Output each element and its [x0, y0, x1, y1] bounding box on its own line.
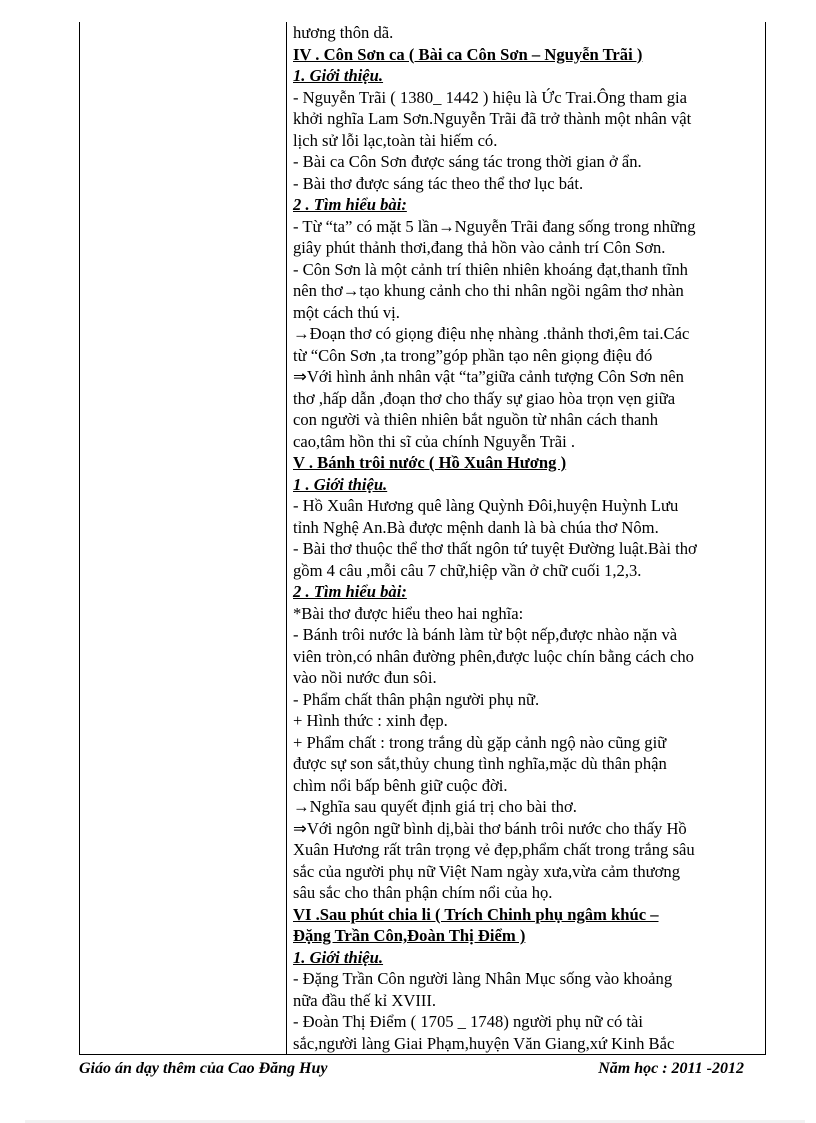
subsection-heading: 2 . Tìm hiểu bài: [293, 195, 407, 214]
lesson-content-column [293, 22, 763, 1054]
text-line: ⇒Với hình ảnh nhân vật “ta”giữa cảnh tượng Côn Sơn nên [293, 367, 684, 386]
text-line: cao,tâm hồn thi sĩ của chính Nguyễn Trãi . [293, 431, 576, 451]
section-heading: VI .Sau phút chia li ( Trích Chinh phụ ngâm khúc – [293, 904, 659, 924]
text-line: khởi nghĩa Lam Sơn.Nguyễn Trãi đã trở thành một nhân vật [293, 109, 692, 128]
section-heading: Đặng Trần Côn,Đoàn Thị Điểm ) [293, 926, 526, 945]
lesson-table [79, 22, 766, 1055]
text-line: nữa đầu thế kỉ XVIII. [293, 990, 437, 1010]
text-line: →Đoạn thơ có giọng điệu nhẹ nhàng .thảnh thơi,êm tai.Các [293, 324, 690, 343]
subsection-heading: 2 . Tìm hiểu bài: [293, 582, 407, 601]
text-line: - Bài thơ thuộc thể thơ thất ngôn tứ tuyệt Đường luật.Bài thơ [293, 539, 697, 558]
text-line: - Bài ca Côn Sơn được sáng tác trong thời gian ở ẩn. [293, 152, 642, 171]
subsection-heading: 1. Giới thiệu. [293, 947, 384, 967]
text-line: →Nghĩa sau quyết định giá trị cho bài thơ. [293, 797, 577, 816]
text-line: sắc,người làng Giai Phạm,huyện Văn Giang,xứ Kinh Bắc [293, 1033, 675, 1053]
text-line: Xuân Hương rất trân trọng vẻ đẹp,phẩm chất trong trắng sâu [293, 840, 695, 859]
text-line: chìm nổi bấp bênh giữ cuộc đời. [293, 775, 508, 795]
text-line: sắc của người phụ nữ Việt Nam ngày xưa,vừa cảm thương [293, 861, 681, 881]
text-line: một cách thú vị. [293, 302, 400, 322]
footer-school-year: Năm học : 2011 -2012 [598, 1060, 744, 1077]
text-line: nên thơ→tạo khung cảnh cho thi nhân ngồi ngâm thơ nhàn [293, 281, 684, 300]
text-line: hương thôn dã. [293, 23, 394, 42]
section-heading: IV . Côn Sơn ca ( Bài ca Côn Sơn – Nguyễn Trãi ) [293, 44, 643, 64]
column-divider [286, 22, 287, 1054]
text-line: - Hồ Xuân Hương quê làng Quỳnh Đôi,huyện Huỳnh Lưu [293, 496, 679, 515]
text-line: tỉnh Nghệ An.Bà được mệnh danh là bà chúa thơ Nôm. [293, 517, 659, 537]
text-line: - Nguyễn Trãi ( 1380_ 1442 ) hiệu là Ức Trai.Ông tham gia [293, 87, 688, 107]
text-line: từ “Côn Sơn ,ta trong”góp phần tạo nên giọng điệu đó [293, 345, 653, 365]
text-line: gồm 4 câu ,mỗi câu 7 chữ,hiệp vần ở chữ cuối 1,2,3. [293, 560, 642, 580]
text-line: ⇒Với ngôn ngữ bình dị,bài thơ bánh trôi nước cho thấy Hồ [293, 818, 687, 838]
text-line: con người và thiên nhiên bắt nguồn từ nhân cách thanh [293, 410, 658, 429]
subsection-heading: 1. Giới thiệu. [293, 66, 384, 85]
text-line: - Bài thơ được sáng tác theo thể thơ lục bát. [293, 173, 584, 193]
text-line: - Đặng Trần Côn người làng Nhân Mục sống vào khoảng [293, 969, 673, 988]
text-line: thơ ,hấp dẫn ,đoạn thơ cho thấy sự giao hòa trọn vẹn giữa [293, 388, 676, 408]
subsection-heading: 1 . Giới thiệu. [293, 474, 388, 494]
text-line: vào nồi nước đun sôi. [293, 668, 437, 687]
text-line: + Hình thức : xinh đẹp. [293, 711, 448, 730]
text-line: - Từ “ta” có mặt 5 lần→Nguyễn Trãi đang sống trong những [293, 216, 696, 236]
text-line: sâu sắc cho thân phận chím nổi của họ. [293, 883, 553, 902]
text-line: - Phẩm chất thân phận người phụ nữ. [293, 689, 540, 709]
text-line: *Bài thơ được hiểu theo hai nghĩa: [293, 603, 524, 623]
text-line: viên tròn,có nhân đường phên,được luộc chín bằng cách cho [293, 646, 694, 666]
text-line: - Côn Sơn là một cảnh trí thiên nhiên khoáng đạt,thanh tĩnh [293, 259, 688, 279]
footer-author: Giáo án dạy thêm của Cao Đăng Huy [79, 1060, 328, 1077]
text-line: - Bánh trôi nước là bánh làm từ bột nếp,được nhào nặn và [293, 625, 678, 644]
text-line: giây phút thảnh thơi,đang thả hồn vào cảnh trí Côn Sơn. [293, 238, 666, 257]
text-line: lịch sử lỗi lạc,toàn tài hiếm có. [293, 130, 498, 150]
text-line: - Đoàn Thị Điểm ( 1705 _ 1748) người phụ nữ có tài [293, 1012, 643, 1031]
page-footer [79, 1058, 766, 1082]
section-heading: V . Bánh trôi nước ( Hồ Xuân Hương ) [293, 453, 567, 472]
text-line: + Phẩm chất : trong trắng dù gặp cảnh ngộ nào cũng giữ [293, 732, 667, 752]
text-line: được sự son sắt,thủy chung tình nghĩa,mặc dù thân phận [293, 754, 667, 773]
